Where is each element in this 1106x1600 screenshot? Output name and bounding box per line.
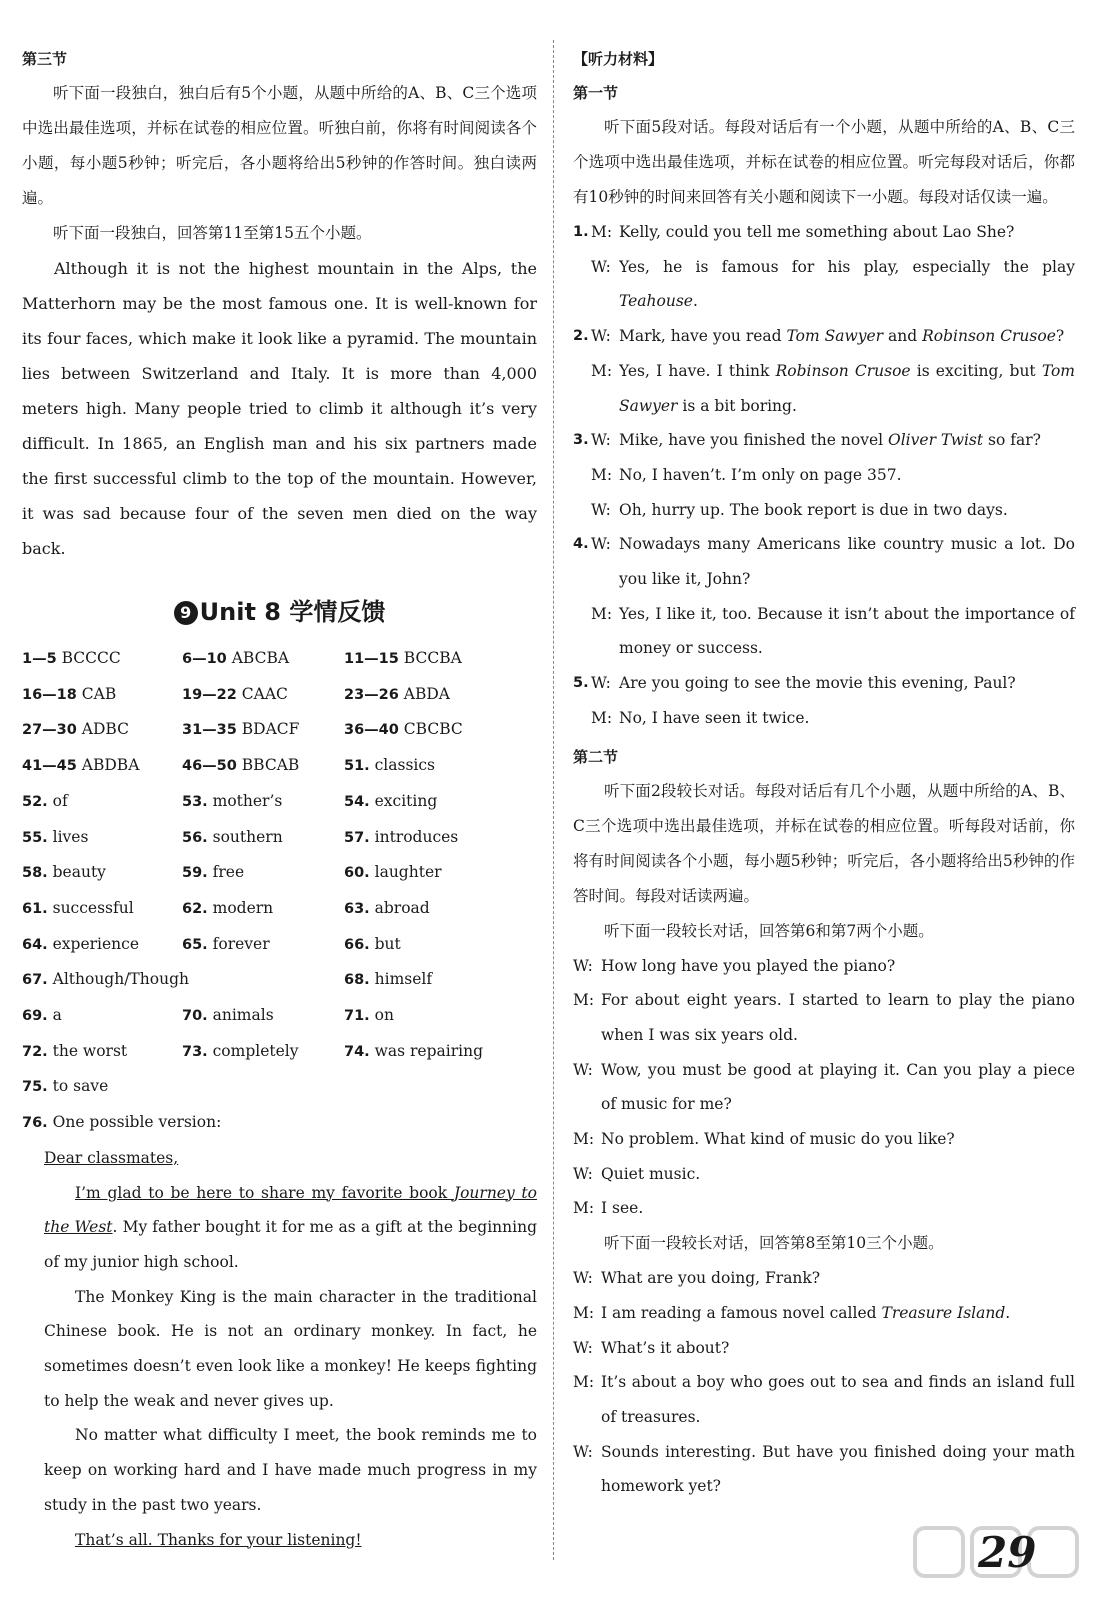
answer-value: CAB xyxy=(81,684,117,703)
answer-number: 19—22 xyxy=(182,686,237,703)
section2-heading: 第二节 xyxy=(573,747,619,766)
dialogue-text: Yes, I like it, too. Because it isn’t about the importance of money or success. xyxy=(619,604,1075,658)
answer-item xyxy=(344,998,537,1034)
answer-value: abroad xyxy=(374,898,430,917)
essay-closing: That’s all. Thanks for your listening! xyxy=(75,1530,362,1549)
dialogue-text: Mike, have you finished the novel Oliver Twist so far? xyxy=(619,431,1041,450)
answer-item xyxy=(182,927,344,963)
answer-number: 56. xyxy=(182,829,208,846)
speaker-label: W: xyxy=(591,431,611,450)
unit-title xyxy=(22,592,537,627)
section3-sub-instruction: 听下面一段独白，回答第11至第15五个小题。 xyxy=(53,224,372,242)
section2-sub-instruction-1: 听下面一段较长对话，回答第6和第7两个小题。 xyxy=(604,921,934,940)
dialogue-text: I see. xyxy=(601,1199,644,1218)
answer-value: free xyxy=(212,863,245,882)
answer-number: 36—40 xyxy=(344,722,399,739)
dialogue-number: 1. xyxy=(573,224,589,240)
answer-number: 75. xyxy=(22,1079,48,1096)
speaker-label: W: xyxy=(573,956,593,975)
speaker-label: M: xyxy=(591,465,613,484)
answer-item xyxy=(182,641,344,677)
answer-item xyxy=(22,641,182,677)
dialogue-long-1 xyxy=(573,949,1075,1227)
answer-number: 61. xyxy=(22,900,48,917)
answer-value: a xyxy=(52,1006,62,1025)
dialogues-section1 xyxy=(573,215,1075,736)
dialogue-text: Yes, I have. I think Robinson Crusoe is exciting, but Tom Sawyer is a bit boring. xyxy=(619,361,1075,415)
answer-number: 76. xyxy=(22,1115,48,1132)
answer-value: classics xyxy=(374,756,436,775)
answer-value: BCCBA xyxy=(403,649,462,667)
answer-number: 63. xyxy=(344,900,370,917)
dialogue-text: No, I haven’t. I’m only on page 357. xyxy=(619,465,902,484)
dialogue-line xyxy=(573,983,1075,1052)
dialogue-number: 4. xyxy=(573,536,589,553)
dialogue-text: No, I have seen it twice. xyxy=(619,708,810,727)
answer-number: 52. xyxy=(22,793,48,810)
essay-paragraph-3: No matter what difficulty I meet, the book reminds me to keep on working hard and I have made much progress in my study in the past two years. xyxy=(44,1426,537,1514)
dialogue-number xyxy=(573,701,591,736)
section2-instruction: 听下面2段较长对话。每段对话后有几个小题，从题中所给的A、B、C三个选项中选出最佳选项，并标在试卷的相应位置。听每段对话前，你将有时间阅读各个小题，每小题5秒钟；听完后，各小题将给出5秒钟的作答时间。每段对话读两遍。 xyxy=(573,781,1075,905)
dialogue-number xyxy=(573,354,591,423)
answer-value: exciting xyxy=(374,791,438,810)
dialogue-line xyxy=(573,1122,1075,1157)
answer-number: 71. xyxy=(344,1008,370,1025)
speaker-label: M: xyxy=(591,361,613,380)
answer-item xyxy=(344,1034,537,1070)
answer-item xyxy=(22,748,182,784)
answer-number: 68. xyxy=(344,972,370,989)
answer-number: 51. xyxy=(344,758,370,775)
answer-number: 73. xyxy=(182,1043,208,1060)
answer-number: 69. xyxy=(22,1008,48,1025)
answer-number: 60. xyxy=(344,865,370,882)
dialogue-line xyxy=(573,250,1075,319)
dialogue-line xyxy=(573,597,1075,666)
dialogue-line xyxy=(573,1365,1075,1434)
speaker-label: W: xyxy=(591,535,611,554)
dialogue-number: 5. xyxy=(573,675,589,692)
answer-number: 70. xyxy=(182,1008,208,1025)
dialogue-text: Mark, have you read Tom Sawyer and Robinson Crusoe? xyxy=(619,327,1065,346)
speaker-label: W: xyxy=(573,1269,593,1288)
answer-item xyxy=(22,820,182,856)
speaker-label: W: xyxy=(591,500,611,519)
dialogue-text: No problem. What kind of music do you like? xyxy=(601,1130,955,1149)
answer-item xyxy=(344,748,537,784)
speaker-label: W: xyxy=(573,1338,593,1357)
answer-item xyxy=(22,855,182,891)
dialogue-line xyxy=(573,354,1075,423)
answer-value: himself xyxy=(374,970,433,989)
answer-value: the worst xyxy=(52,1041,128,1060)
dialogue-number: 3. xyxy=(573,432,589,449)
answer-value: CBCBC xyxy=(403,720,463,739)
section2-sub-instruction-2: 听下面一段较长对话，回答第8至第10三个小题。 xyxy=(604,1234,944,1253)
answer-item xyxy=(344,927,537,963)
answer-number: 72. xyxy=(22,1043,48,1060)
answer-value: ADBC xyxy=(81,720,129,739)
answer-item xyxy=(344,784,537,820)
dialogue-line xyxy=(573,666,1075,701)
dialogue-line xyxy=(573,1261,1075,1296)
answer-value: BCCCC xyxy=(61,649,121,667)
speaker-label: M: xyxy=(591,708,613,727)
section1-heading: 第一节 xyxy=(573,84,619,102)
dialogue-text: For about eight years. I started to learn to play the piano when I was six years old. xyxy=(601,991,1075,1044)
answer-item xyxy=(182,1034,344,1070)
speaker-label: M: xyxy=(573,1199,595,1218)
dialogue-text: Kelly, could you tell me something about Lao She? xyxy=(619,223,1015,241)
answer-number: 64. xyxy=(22,936,48,953)
unit-title-text: Unit 8 学情反馈 xyxy=(199,598,386,626)
answer-item xyxy=(22,927,182,963)
dialogue-text: It’s about a boy who goes out to sea and finds an island full of treasures. xyxy=(601,1373,1075,1426)
dialogue-text: What’s it about? xyxy=(601,1338,730,1357)
answer-value: lives xyxy=(52,827,89,846)
answer-item xyxy=(344,712,537,748)
answer-number: 67. xyxy=(22,972,48,989)
answer-number: 66. xyxy=(344,936,370,953)
speaker-label: W: xyxy=(573,1164,593,1183)
answer-value: Although/Though xyxy=(52,970,189,989)
answer-number: 55. xyxy=(22,829,48,846)
answer-number: 58. xyxy=(22,865,48,882)
answer-item xyxy=(344,641,537,677)
dialogue-number: 2. xyxy=(573,328,589,345)
speaker-label: M: xyxy=(591,604,613,623)
dialogue-line xyxy=(573,458,1075,493)
answer-value: but xyxy=(374,934,401,953)
section1-instruction: 听下面5段对话。每段对话后有一个小题，从题中所给的A、B、C三个选项中选出最佳选项，并标在试卷的相应位置。听完每段对话后，你都有10秒钟的时间来回答有关小题和阅读下一小题。每段对话仅读一遍。 xyxy=(573,118,1075,206)
dialogue-line xyxy=(573,527,1075,596)
answer-number: 65. xyxy=(182,936,208,953)
dialogue-text: I am reading a famous novel called Treasure Island. xyxy=(601,1303,1011,1322)
speaker-label: M: xyxy=(573,991,595,1010)
answer-number: 6—10 xyxy=(182,651,227,667)
answer-item xyxy=(344,820,537,856)
dialogue-line xyxy=(573,1157,1075,1192)
answer-value: introduces xyxy=(374,827,459,846)
answer-item xyxy=(344,677,537,713)
answer-value: completely xyxy=(212,1041,299,1060)
dialogue-number xyxy=(573,493,591,528)
answer-value: BBCAB xyxy=(241,756,300,775)
dialogue-number xyxy=(573,597,591,666)
answer-key xyxy=(22,641,537,1141)
dialogue-number xyxy=(573,458,591,493)
answer-value: experience xyxy=(52,934,140,953)
answer-value: ABCBA xyxy=(231,649,290,667)
answer-item xyxy=(344,891,537,927)
answer-item xyxy=(182,820,344,856)
answer-value: forever xyxy=(212,934,270,953)
section3-instruction: 听下面一段独白，独白后有5个小题，从题中所给的A、B、C三个选项中选出最佳选项，并标在试卷的相应位置。听独白前，你将有时间阅读各个小题，每小题5秒钟；听完后，各小题将给出5秒钟的作答时间。独白读两遍。 xyxy=(22,84,537,207)
dialogue-line xyxy=(573,1296,1075,1331)
answer-item xyxy=(182,712,344,748)
listening-material-header: 【听力材料】 xyxy=(573,50,664,68)
answer-item xyxy=(22,1034,182,1070)
answer-item xyxy=(22,677,182,713)
section3-heading: 第三节 xyxy=(22,50,68,68)
dialogue-line xyxy=(573,215,1075,250)
answer-value: to save xyxy=(52,1077,109,1096)
answer-value: One possible version: xyxy=(52,1113,222,1132)
speaker-label: W: xyxy=(573,1060,593,1079)
dialogue-line xyxy=(573,493,1075,528)
answer-item xyxy=(22,962,344,998)
answer-item xyxy=(344,855,537,891)
answer-value: beauty xyxy=(52,863,106,882)
answer-number: 16—18 xyxy=(22,686,77,703)
column-divider xyxy=(553,40,554,1560)
answer-value: on xyxy=(374,1006,394,1025)
answer-number: 46—50 xyxy=(182,758,237,775)
answer-item xyxy=(22,784,182,820)
dialogue-line xyxy=(573,1191,1075,1226)
dialogue-number xyxy=(573,250,591,319)
speaker-label: W: xyxy=(591,674,611,693)
answer-value: was repairing xyxy=(374,1041,483,1060)
answer-value: of xyxy=(52,791,68,810)
answer-number: 11—15 xyxy=(344,651,399,667)
dialogue-line xyxy=(573,1053,1075,1122)
dialogue-line xyxy=(573,423,1075,458)
speaker-label: M: xyxy=(591,223,613,241)
dialogue-line xyxy=(573,949,1075,984)
answer-number: 59. xyxy=(182,865,208,882)
answer-number: 27—30 xyxy=(22,722,77,739)
essay-paragraph-1: I’m glad to be here to share my favorite book Journey to the West. My father bought it for me as a gift at the beginning of my junior high school. xyxy=(44,1183,538,1271)
right-column xyxy=(573,38,1075,1504)
answer-value: mother’s xyxy=(212,791,283,810)
answer-number: 41—45 xyxy=(22,758,77,775)
answer-item xyxy=(344,962,537,998)
essay-paragraph-2: The Monkey King is the main character in the traditional Chinese book. He is not an ordinary monkey. In fact, he sometimes doesn’t even look like a monkey! He keeps fighting to help the weak and never gives up. xyxy=(44,1287,537,1410)
dialogue-line xyxy=(573,1435,1075,1504)
answer-item xyxy=(182,784,344,820)
answer-number: 23—26 xyxy=(344,686,399,703)
answer-item xyxy=(182,677,344,713)
essay-greeting: Dear classmates, xyxy=(44,1148,179,1167)
speaker-label: M: xyxy=(573,1373,595,1392)
dialogue-text: Oh, hurry up. The book report is due in two days. xyxy=(619,500,1008,519)
dialogue-line xyxy=(573,701,1075,736)
answer-item xyxy=(182,748,344,784)
answer-item xyxy=(22,1069,537,1105)
answer-value: modern xyxy=(212,898,274,917)
answer-item xyxy=(182,855,344,891)
left-column xyxy=(22,38,537,1557)
answer-number: 57. xyxy=(344,829,370,846)
answer-value: BDACF xyxy=(241,720,300,739)
dialogue-text: Sounds interesting. But have you finished doing your math homework yet? xyxy=(601,1442,1075,1496)
dialogue-text: What are you doing, Frank? xyxy=(601,1269,821,1288)
answer-item xyxy=(22,1105,537,1141)
answer-item xyxy=(22,891,182,927)
dialogue-line xyxy=(573,319,1075,354)
dialogue-line xyxy=(573,1331,1075,1366)
dialogue-text: Wow, you must be good at playing it. Can you play a piece of music for me? xyxy=(601,1060,1075,1114)
answer-value: animals xyxy=(212,1006,274,1025)
answer-item xyxy=(22,712,182,748)
answer-number: 1—5 xyxy=(22,651,57,667)
speaker-label: W: xyxy=(591,327,611,346)
dialogue-text: Yes, he is famous for his play, especially the play Teahouse. xyxy=(619,257,1075,311)
answer-number: 62. xyxy=(182,900,208,917)
dialogue-text: Quiet music. xyxy=(601,1164,701,1183)
answer-value: CAAC xyxy=(241,684,288,703)
page-number: 29 xyxy=(978,1528,1037,1577)
answer-value: ABDBA xyxy=(81,756,140,775)
dialogue-text: Nowadays many Americans like country music a lot. Do you like it, John? xyxy=(619,535,1075,589)
answer-value: laughter xyxy=(374,863,442,882)
answer-number: 31—35 xyxy=(182,722,237,739)
unit-number-badge: 9 xyxy=(174,601,198,625)
answer-number: 74. xyxy=(344,1043,370,1060)
speaker-label: W: xyxy=(573,1442,593,1461)
essay xyxy=(22,1141,537,1557)
answer-number: 53. xyxy=(182,793,208,810)
speaker-label: M: xyxy=(573,1130,595,1149)
answer-item xyxy=(182,891,344,927)
dialogue-text: How long have you played the piano? xyxy=(601,956,896,975)
answer-value: ABDA xyxy=(403,684,451,703)
speaker-label: W: xyxy=(591,257,611,276)
monologue-text: Although it is not the highest mountain in the Alps, the Matterhorn may be the most famous one. It is well-known for its four faces, which make it look like a pyramid. The mountain lies between Switzerland and Italy. It is more than 4,000 meters high. Many people tried to climb it although it’s very difficult. In 1865, an English man and his six partners made the first successful climb to the top of the mountain. However, it was sad because four of the seven men died on the way back. xyxy=(22,259,537,558)
answer-item xyxy=(182,998,344,1034)
answer-number: 54. xyxy=(344,793,370,810)
dialogue-text: Are you going to see the movie this evening, Paul? xyxy=(619,674,1016,693)
answer-value: successful xyxy=(52,898,134,917)
answer-item xyxy=(22,998,182,1034)
speaker-label: M: xyxy=(573,1303,595,1322)
answer-value: southern xyxy=(212,827,283,846)
dialogue-long-2 xyxy=(573,1261,1075,1504)
